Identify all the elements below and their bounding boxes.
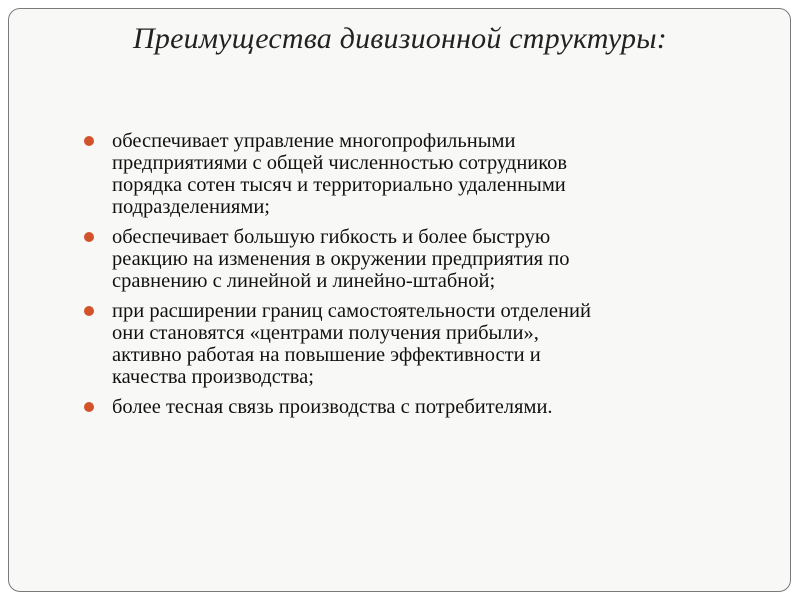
- bullet-icon: [84, 402, 94, 412]
- bullet-item: [84, 226, 754, 292]
- bullet-line: предприятиями с общей численностью сотрудников: [112, 152, 568, 174]
- bullet-icon: [84, 306, 94, 316]
- bullet-line: сравнению с линейной и линейно-штабной;: [112, 270, 496, 292]
- bullet-line: обеспечивает управление многопрофильными: [112, 130, 516, 152]
- bullet-line: подразделениями;: [112, 196, 271, 218]
- bullet-line: более тесная связь производства с потребителями.: [112, 396, 553, 418]
- bullet-icon: [84, 232, 94, 242]
- bullet-line: реакцию на изменения в окружении предприятия по: [112, 248, 570, 270]
- bullet-line: качества производства;: [112, 366, 314, 388]
- bullet-line: порядка сотен тысяч и территориально удаленными: [112, 174, 566, 196]
- bullet-list: [84, 130, 754, 426]
- slide-title: Преимущества дивизионной структуры:: [133, 22, 667, 55]
- bullet-line: обеспечивает большую гибкость и более быструю: [112, 226, 551, 248]
- bullet-line: при расширении границ самостоятельности отделений: [112, 300, 591, 322]
- bullet-item: [84, 396, 754, 418]
- bullet-line: активно работая на повышение эффективности и: [112, 344, 541, 366]
- bullet-line: они становятся «центрами получения прибыли»,: [112, 322, 539, 344]
- bullet-item: [84, 300, 754, 388]
- bullet-icon: [84, 136, 94, 146]
- bullet-item: [84, 130, 754, 218]
